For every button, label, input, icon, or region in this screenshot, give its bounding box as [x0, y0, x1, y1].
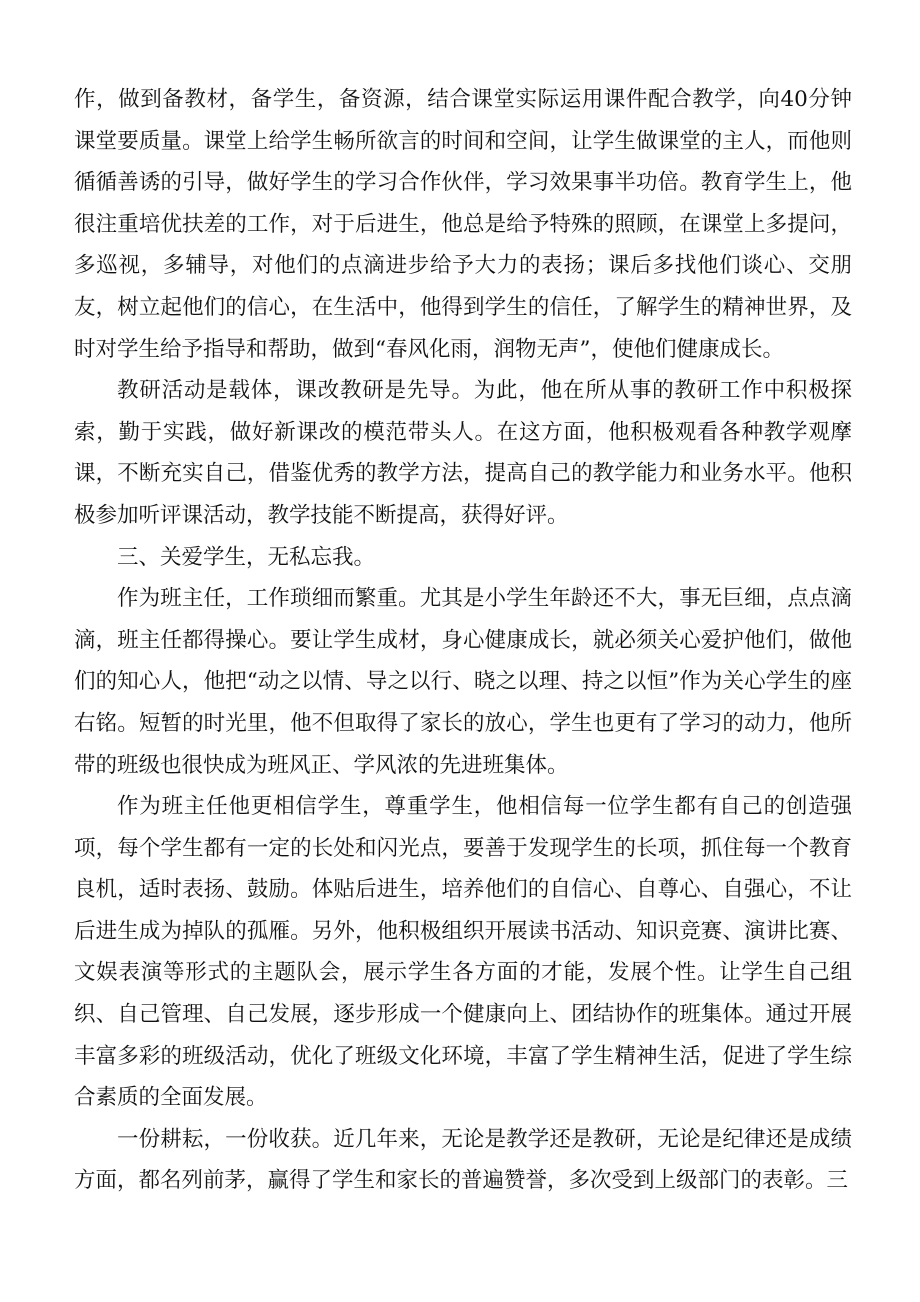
section-heading-caring-for-students: 三、关爱学生，无私忘我。 — [117, 544, 376, 570]
paragraph-trust-in-students: 作为班主任他更相信学生，尊重学生，他相信每一位学生都有自己的创造强项，每个学生都有一定的长处和闪光点，要善于发现学生的长项，抓住每一个教育良机，适时表扬、鼓励。体贴后进生，培养他们的自信心、自尊心、自强心，不让后进生成为掉队的孤雁。另外，他积极组织开展读书活动、知识竞赛、演讲比赛、文娱表演等形式的主题队会，展示学生各方面的才能，发展个性。让学生自己组织、自己管理、自己发展，逐步形成一个健康向上、团结协作的班集体。通过开展丰富多彩的班级活动，优化了班级文化环境，丰富了学生精神生活，促进了学生综合素质的全面发展。 — [74, 794, 852, 1111]
paragraph-class-teacher-duties: 作为班主任，工作琐细而繁重。尤其是小学生年龄还不大，事无巨细，点点滴滴，班主任都得操心。要让学生成材，身心健康成长，就必须关心爱护他们，做他们的知心人，他把“动之以情、导之以行、晓之以理、持之以恒”作为关心学生的座右铭。短暂的时光里，他不但取得了家长的放心，学生也更有了学习的动力，他所带的班级也很快成为班风正、学风浓的先进班集体。 — [74, 586, 852, 778]
paragraph-teaching-practice: 作，做到备教材，备学生，备资源，结合课堂实际运用课件配合教学，向40分钟课堂要质量。课堂上给学生畅所欲言的时间和空间，让学生做课堂的主人，而他则循循善诱的引导，做好学生的学习合作伙伴，学习效果事半功倍。教育学生上，他很注重培优扶差的工作，对于后进生，他总是给予特殊的照顾，在课堂上多提问，多巡视，多辅导，对他们的点滴进步给予大力的表扬；课后多找他们谈心、交朋友，树立起他们的信心，在生活中，他得到学生的信任，了解学生的精神世界，及时对学生给予指导和帮助，做到“春风化雨，润物无声”，使他们健康成长。 — [74, 87, 852, 362]
paragraph-teaching-research: 教研活动是载体，课改教研是先导。为此，他在所从事的教研工作中积极探索，勤于实践，做好新课改的模范带头人。在这方面，他积极观看各种教学观摩课，不断充实自己，借鉴优秀的教学方法，提高自己的教学能力和业务水平。他积极参加听评课活动，教学技能不断提高，获得好评。 — [74, 378, 852, 528]
paragraph-achievements: 一份耕耘，一份收获。近几年来，无论是教学还是教研，无论是纪律还是成绩方面，都名列前茅，赢得了学生和家长的普遍赞誉，多次受到上级部门的表彰。三 — [74, 1126, 852, 1194]
